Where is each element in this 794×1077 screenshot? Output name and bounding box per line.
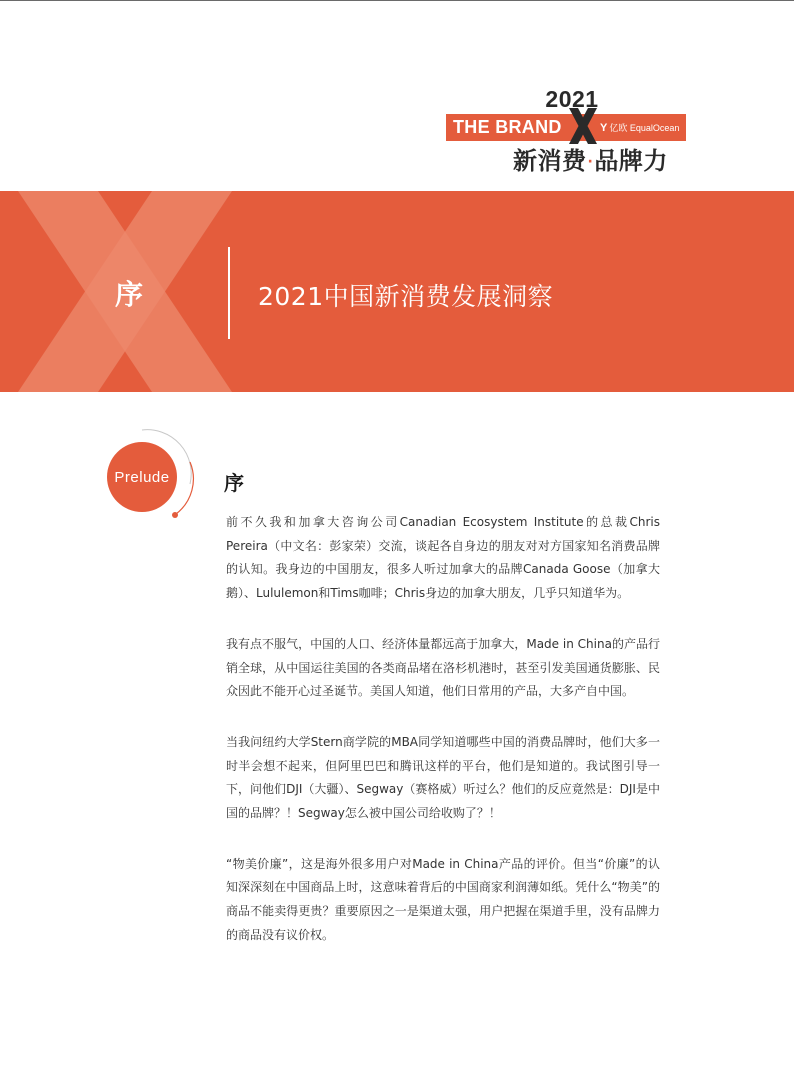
banner-title: 2021中国新消费发展洞察	[258, 282, 554, 311]
top-rule	[0, 0, 794, 1]
banner-label: 序	[115, 278, 144, 311]
paragraph: “物美价廉”，这是海外很多用户对Made in China产品的评价。但当“价廉”的认知深深刻在中国商品上时，这意味着背后的中国商家利润薄如纸。凭什么“物美”的商品不能卖得更贵？重要原因之一是渠道太强，用户把握在渠道手里，没有品牌力的商品没有议价权。	[226, 856, 660, 942]
logo-subtitle	[513, 141, 668, 176]
logo-subtitle-dot: ·	[587, 154, 594, 170]
body-text	[226, 511, 660, 975]
banner-x-watermark-icon	[0, 191, 300, 392]
paragraph: 当我问纽约大学Stern商学院的MBA同学知道哪些中国的消费品牌时，他们大多一时半会想不起来，但阿里巴巴和腾讯这样的平台，他们是知道的。我试图引导一下，问他们DJI（大疆）、Segway（赛格威）听过么？他们的反应竟然是：DJI是中国的品牌？！Segway怎么被中国公司给收购了？！	[226, 734, 660, 821]
logo-subtitle-right: 品牌力	[594, 147, 668, 175]
logo-x-icon	[566, 106, 600, 146]
paragraph: 我有点不服气，中国的人口、经济体量都远高于加拿大，Made in China的产品行销全球，从中国运往美国的各类商品堵在洛杉机港时，甚至引发美国通货膨胀、民众因此不能开心过圣诞节。美国人知道，他们日常用的产品，大多产自中国。	[226, 636, 660, 699]
logo-partner-text: 亿欧 EqualOcean	[609, 123, 680, 133]
section-banner	[0, 191, 794, 392]
logo-partner	[600, 121, 679, 134]
logo-subtitle-left: 新消费	[513, 147, 587, 175]
prelude-badge: Prelude	[107, 442, 177, 512]
section-heading: 序	[224, 471, 244, 495]
equalocean-icon: Y	[600, 122, 608, 134]
logo-brand-bar	[446, 114, 686, 141]
logo-brand-text: THE BRAND	[453, 117, 562, 137]
logo-year: 2021	[545, 86, 599, 112]
paragraph: 前不久我和加拿大咨询公司Canadian Ecosystem Institute的总裁Chris Pereira（中文名：彭家荣）交流，谈起各自身边的朋友对对方国家知名消费品牌的认知。我身边的中国朋友，很多人听过加拿大的品牌Canada Goose（加拿大鹅）、Lululemon和Tims咖啡；Chris身边的加拿大朋友，几乎只知道华为。	[226, 515, 660, 601]
banner-divider	[228, 247, 230, 339]
